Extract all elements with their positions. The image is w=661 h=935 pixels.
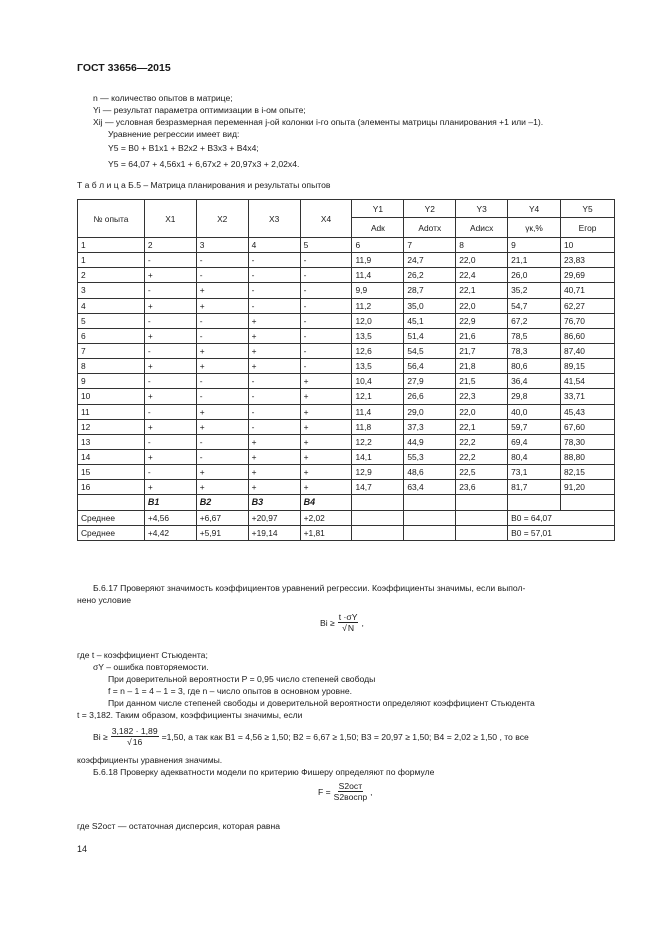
- average-b0: B0 = 64,07: [508, 510, 615, 525]
- table-cell: 44,9: [404, 434, 456, 449]
- table-cell: [404, 525, 456, 540]
- yi-definition: Yi — результат параметра оптимизации в i-ом опыте;: [93, 105, 306, 115]
- table-cell: 22,2: [456, 434, 508, 449]
- table-cell: 22,1: [456, 283, 508, 298]
- table-cell: 67,2: [508, 313, 561, 328]
- table-cell: [78, 495, 145, 510]
- table-cell: 88,80: [561, 449, 615, 464]
- student-line1: При данном числе степеней свободы и доверительной вероятности определяют коэффициент Стьюдента: [108, 698, 535, 708]
- column-number-cell: 8: [456, 238, 508, 253]
- table-cell: 23,83: [561, 253, 615, 268]
- table-cell: +: [300, 434, 352, 449]
- table-cell: 62,27: [561, 298, 615, 313]
- table-cell: -: [300, 313, 352, 328]
- column-number-row: [78, 238, 615, 253]
- formula-significance: Bi ≥ $\frac{t \cdot\sigma Y}{√N}$ ,: [320, 612, 364, 633]
- table-cell: 22,4: [456, 268, 508, 283]
- average-value: +5,91: [196, 525, 248, 540]
- column-number-cell: 7: [404, 238, 456, 253]
- table-cell: 59,7: [508, 419, 561, 434]
- average-value: +1,81: [300, 525, 352, 540]
- table-cell: -: [196, 449, 248, 464]
- table-row: [78, 253, 615, 268]
- formula-significance-lhs: Bi ≥: [320, 618, 335, 628]
- average-value: +19,14: [248, 525, 300, 540]
- table-cell: +: [144, 480, 196, 495]
- header-row: [78, 200, 615, 218]
- table-cell: [404, 495, 456, 510]
- where-t: где t – коэффициент Стьюдента;: [77, 650, 208, 660]
- table-cell: -: [196, 313, 248, 328]
- paragraph-b618: Б.6.18 Проверку адекватности модели по критерию Фишеру определяют по формуле: [93, 767, 435, 777]
- table-cell: 29,8: [508, 389, 561, 404]
- table-cell: 1: [78, 253, 145, 268]
- formula-significance-numeric: Bi ≥ $\frac{3,182 \cdot 1,89}{√16}$ =1,50, а так как B1 = 4,56 ≥ 1,50; B2 = 6,67 ≥ 1,50; B3 = 20,97 ≥ 1,50; B4 = 2,02 ≥ 1,50 , то все: [93, 726, 529, 747]
- table-cell: 15: [78, 465, 145, 480]
- table-cell: 22,5: [456, 465, 508, 480]
- student-line2: t = 3,182. Таким образом, коэффициенты значимы, если: [77, 710, 303, 720]
- table-row: [78, 449, 615, 464]
- table-cell: +: [248, 465, 300, 480]
- coefficient-label: B1: [144, 495, 196, 510]
- table-cell: 27,9: [404, 374, 456, 389]
- table-cell: 78,5: [508, 328, 561, 343]
- table-cell: 26,0: [508, 268, 561, 283]
- table-cell: +: [196, 283, 248, 298]
- table-cell: +: [300, 419, 352, 434]
- table-cell: 22,0: [456, 253, 508, 268]
- column-number-cell: 3: [196, 238, 248, 253]
- formula-significance-tail: ,: [361, 618, 364, 628]
- header-cell-y: Y5: [561, 200, 615, 218]
- table-cell: -: [300, 283, 352, 298]
- table-cell: +: [248, 313, 300, 328]
- table-cell: -: [248, 268, 300, 283]
- table-cell: 7: [78, 343, 145, 358]
- table-cell: [404, 510, 456, 525]
- table-cell: 45,1: [404, 313, 456, 328]
- header-cell-unit: Eгор: [561, 218, 615, 238]
- table-cell: 14,7: [352, 480, 404, 495]
- column-number-cell: 6: [352, 238, 404, 253]
- table-cell: 21,7: [456, 343, 508, 358]
- table-caption: Т а б л и ц а Б.5 – Матрица планирования и результаты опытов: [77, 180, 331, 190]
- table-cell: 12,6: [352, 343, 404, 358]
- table-cell: -: [300, 298, 352, 313]
- xij-definition: Xij — условная безразмерная переменная j-ой колонки i-го опыта (элементы матрицы планирования +1 или –1).: [93, 117, 544, 127]
- table-cell: 23,6: [456, 480, 508, 495]
- average-row: [78, 525, 615, 540]
- formula-numeric-denominator: 16: [132, 737, 143, 747]
- formula-fisher-denominator: S2воспр: [333, 792, 368, 802]
- table-cell: +: [144, 449, 196, 464]
- table-cell: 22,1: [456, 419, 508, 434]
- table-row: [78, 328, 615, 343]
- column-number-cell: 10: [561, 238, 615, 253]
- table-cell: 13,5: [352, 359, 404, 374]
- table-cell: +: [300, 404, 352, 419]
- table-cell: 69,4: [508, 434, 561, 449]
- table-cell: 21,1: [508, 253, 561, 268]
- table-cell: 6: [78, 328, 145, 343]
- paragraph-b617-line1: Б.6.17 Проверяют значимость коэффициентов уравнений регрессии. Коэффициенты значимы, если выпол-: [93, 583, 526, 593]
- table-cell: 12,0: [352, 313, 404, 328]
- header-cell-experiment-number: № опыта: [78, 200, 145, 238]
- table-row: [78, 298, 615, 313]
- table-cell: -: [300, 253, 352, 268]
- table-cell: -: [300, 328, 352, 343]
- average-value: +6,67: [196, 510, 248, 525]
- table-cell: 82,15: [561, 465, 615, 480]
- table-cell: -: [300, 359, 352, 374]
- table-cell: 48,6: [404, 465, 456, 480]
- table-row: [78, 283, 615, 298]
- table-cell: -: [248, 389, 300, 404]
- table-cell: [456, 510, 508, 525]
- table-cell: -: [144, 465, 196, 480]
- table-cell: +: [196, 419, 248, 434]
- table-cell: -: [144, 313, 196, 328]
- table-cell: +: [196, 404, 248, 419]
- header-cell-unit: Adотх: [404, 218, 456, 238]
- coefficient-label: B2: [196, 495, 248, 510]
- table-row: [78, 434, 615, 449]
- table-cell: -: [196, 253, 248, 268]
- coefficient-label: B4: [300, 495, 352, 510]
- table-cell: -: [300, 268, 352, 283]
- table-cell: +: [196, 480, 248, 495]
- table-cell: +: [300, 449, 352, 464]
- table-cell: +: [144, 298, 196, 313]
- table-cell: 11,9: [352, 253, 404, 268]
- table-cell: +: [300, 465, 352, 480]
- column-number-cell: 2: [144, 238, 196, 253]
- table-cell: 2: [78, 268, 145, 283]
- table-cell: 13,5: [352, 328, 404, 343]
- regression-label: Уравнение регрессии имеет вид:: [108, 129, 240, 139]
- table-cell: 11: [78, 404, 145, 419]
- regression-equation-general: Y5 = B0 + B1x1 + B2x2 + B3x3 + B4x4;: [108, 143, 259, 153]
- header-cell-x: X1: [144, 200, 196, 238]
- column-number-cell: 4: [248, 238, 300, 253]
- table-cell: -: [144, 434, 196, 449]
- table-cell: -: [248, 283, 300, 298]
- table-cell: 21,8: [456, 359, 508, 374]
- table-row: [78, 419, 615, 434]
- table-cell: -: [248, 298, 300, 313]
- column-number-cell: 9: [508, 238, 561, 253]
- coefficient-label: B3: [248, 495, 300, 510]
- average-label: Среднее: [78, 510, 145, 525]
- table-cell: 10: [78, 389, 145, 404]
- table-cell: 63,4: [404, 480, 456, 495]
- table-cell: 40,71: [561, 283, 615, 298]
- table-cell: 22,9: [456, 313, 508, 328]
- table-cell: 11,2: [352, 298, 404, 313]
- table-cell: +: [300, 374, 352, 389]
- formula-numeric-numerator: 3,182 · 1,89: [111, 726, 158, 736]
- table-cell: 54,5: [404, 343, 456, 358]
- header-cell-unit: Adисх: [456, 218, 508, 238]
- table-cell: 87,40: [561, 343, 615, 358]
- table-cell: 29,0: [404, 404, 456, 419]
- table-cell: +: [196, 343, 248, 358]
- page-header: ГОСТ 33656—2015: [77, 62, 171, 74]
- table-row: [78, 374, 615, 389]
- table-cell: 73,1: [508, 465, 561, 480]
- formula-numeric-tail: =1,50, а так как B1 = 4,56 ≥ 1,50; B2 = 6,67 ≥ 1,50; B3 = 20,97 ≥ 1,50; B4 = 2,02 ≥ 1,50 , то все: [161, 732, 529, 742]
- table-row: [78, 313, 615, 328]
- table-cell: [456, 525, 508, 540]
- table-cell: +: [144, 328, 196, 343]
- header-cell-unit: γк,%: [508, 218, 561, 238]
- table-cell: 29,69: [561, 268, 615, 283]
- table-cell: 9,9: [352, 283, 404, 298]
- table-cell: 8: [78, 359, 145, 374]
- table-cell: [508, 495, 561, 510]
- table-cell: 10,4: [352, 374, 404, 389]
- table-cell: 11,8: [352, 419, 404, 434]
- table-cell: 89,15: [561, 359, 615, 374]
- table-cell: -: [144, 283, 196, 298]
- header-cell-x: X3: [248, 200, 300, 238]
- table-cell: 26,2: [404, 268, 456, 283]
- table-cell: -: [248, 404, 300, 419]
- table-row: [78, 359, 615, 374]
- table-cell: 40,0: [508, 404, 561, 419]
- table-cell: 12,9: [352, 465, 404, 480]
- paragraph-b617-line2: нено условие: [77, 595, 131, 605]
- average-value: +4,42: [144, 525, 196, 540]
- formula-significance-numerator: t ·σY: [338, 612, 358, 622]
- table-cell: 78,3: [508, 343, 561, 358]
- table-cell: 11,4: [352, 268, 404, 283]
- table-cell: 76,70: [561, 313, 615, 328]
- formula-fisher-lhs: F =: [318, 787, 331, 797]
- table-cell: 80,4: [508, 449, 561, 464]
- header-cell-y: Y4: [508, 200, 561, 218]
- table-row: [78, 465, 615, 480]
- header-cell-unit: Adк: [352, 218, 404, 238]
- table-cell: +: [196, 465, 248, 480]
- header-cell-y: Y1: [352, 200, 404, 218]
- table-cell: 3: [78, 283, 145, 298]
- table-cell: 9: [78, 374, 145, 389]
- planning-matrix-table: [77, 199, 615, 541]
- table-cell: 67,60: [561, 419, 615, 434]
- table-cell: 35,2: [508, 283, 561, 298]
- table-cell: +: [248, 434, 300, 449]
- table-cell: [561, 495, 615, 510]
- table-cell: 24,7: [404, 253, 456, 268]
- table-cell: +: [300, 389, 352, 404]
- table-cell: 56,4: [404, 359, 456, 374]
- table-cell: 22,2: [456, 449, 508, 464]
- table-cell: 36,4: [508, 374, 561, 389]
- probability-line: При доверительной вероятности P = 0,95 число степеней свободы: [108, 674, 376, 684]
- table-cell: 35,0: [404, 298, 456, 313]
- page-number: 14: [77, 844, 88, 854]
- table-cell: -: [300, 343, 352, 358]
- header-cell-x: X4: [300, 200, 352, 238]
- table-cell: 45,43: [561, 404, 615, 419]
- table-cell: 91,20: [561, 480, 615, 495]
- table-cell: +: [248, 480, 300, 495]
- average-row: [78, 510, 615, 525]
- table-cell: +: [300, 480, 352, 495]
- table-cell: 22,0: [456, 404, 508, 419]
- table-cell: 16: [78, 480, 145, 495]
- average-label: Среднее: [78, 525, 145, 540]
- header-cell-y: Y3: [456, 200, 508, 218]
- table-cell: [352, 510, 404, 525]
- regression-equation-numeric: Y5 = 64,07 + 4,56x1 + 6,67x2 + 20,97x3 + 2,02x4.: [108, 159, 300, 169]
- table-cell: 80,6: [508, 359, 561, 374]
- table-cell: -: [144, 343, 196, 358]
- table-cell: -: [144, 404, 196, 419]
- table-cell: 11,4: [352, 404, 404, 419]
- table-cell: 78,30: [561, 434, 615, 449]
- table-cell: 41,54: [561, 374, 615, 389]
- table-cell: -: [144, 374, 196, 389]
- table-cell: -: [196, 268, 248, 283]
- table-cell: -: [248, 419, 300, 434]
- table-cell: +: [144, 389, 196, 404]
- column-number-cell: 1: [78, 238, 145, 253]
- table-cell: -: [196, 328, 248, 343]
- table-cell: 54,7: [508, 298, 561, 313]
- formula-significance-denominator: N: [347, 623, 355, 633]
- table-cell: 33,71: [561, 389, 615, 404]
- table-cell: 22,0: [456, 298, 508, 313]
- table-cell: 21,5: [456, 374, 508, 389]
- table-cell: 28,7: [404, 283, 456, 298]
- table-cell: -: [196, 434, 248, 449]
- table-cell: +: [196, 359, 248, 374]
- table-row: [78, 389, 615, 404]
- formula-fisher-numerator: S2ост: [338, 781, 363, 791]
- table-cell: -: [196, 389, 248, 404]
- formula-fisher-tail: ,: [370, 787, 373, 797]
- average-value: +20,97: [248, 510, 300, 525]
- table-cell: -: [196, 374, 248, 389]
- table-cell: +: [144, 359, 196, 374]
- formula-fisher: [318, 781, 373, 803]
- table-cell: 12,1: [352, 389, 404, 404]
- n-definition: n — количество опытов в матрице;: [93, 93, 233, 103]
- formula-numeric-lhs: Bi ≥: [93, 732, 108, 742]
- table-cell: 86,60: [561, 328, 615, 343]
- average-b0: B0 = 57,01: [508, 525, 615, 540]
- table-cell: [352, 525, 404, 540]
- table-cell: +: [144, 268, 196, 283]
- table-cell: +: [248, 343, 300, 358]
- table-cell: -: [248, 374, 300, 389]
- residual-variance-line: где S2ост — остаточная дисперсия, которая равна: [77, 821, 280, 831]
- table-cell: +: [248, 328, 300, 343]
- table-cell: +: [196, 298, 248, 313]
- header-cell-x: X2: [196, 200, 248, 238]
- table-cell: -: [248, 253, 300, 268]
- coefficients-significant: коэффициенты уравнения значимы.: [77, 755, 223, 765]
- table-cell: 4: [78, 298, 145, 313]
- header-cell-y: Y2: [404, 200, 456, 218]
- table-cell: +: [248, 359, 300, 374]
- degrees-of-freedom: f = n – 1 = 4 – 1 = 3, где n – число опытов в основном уровне.: [108, 686, 353, 696]
- table-row: [78, 480, 615, 495]
- table-cell: 5: [78, 313, 145, 328]
- table-cell: 14,1: [352, 449, 404, 464]
- table-cell: 13: [78, 434, 145, 449]
- table-cell: 22,3: [456, 389, 508, 404]
- table-cell: 12: [78, 419, 145, 434]
- average-value: +2,02: [300, 510, 352, 525]
- table-cell: +: [144, 419, 196, 434]
- table-cell: 37,3: [404, 419, 456, 434]
- table-cell: -: [144, 253, 196, 268]
- table-cell: 81,7: [508, 480, 561, 495]
- average-value: +4,56: [144, 510, 196, 525]
- table-row: [78, 343, 615, 358]
- table-cell: +: [248, 449, 300, 464]
- coefficient-label-row: [78, 495, 615, 510]
- sigma-definition: σY – ошибка повторяемости.: [93, 662, 209, 672]
- table-cell: 12,2: [352, 434, 404, 449]
- table-cell: 55,3: [404, 449, 456, 464]
- table-row: [78, 404, 615, 419]
- column-number-cell: 5: [300, 238, 352, 253]
- table-cell: 51,4: [404, 328, 456, 343]
- table-cell: 26,6: [404, 389, 456, 404]
- table-cell: [352, 495, 404, 510]
- table-cell: 14: [78, 449, 145, 464]
- table-cell: [456, 495, 508, 510]
- table-cell: 21,6: [456, 328, 508, 343]
- table-row: [78, 268, 615, 283]
